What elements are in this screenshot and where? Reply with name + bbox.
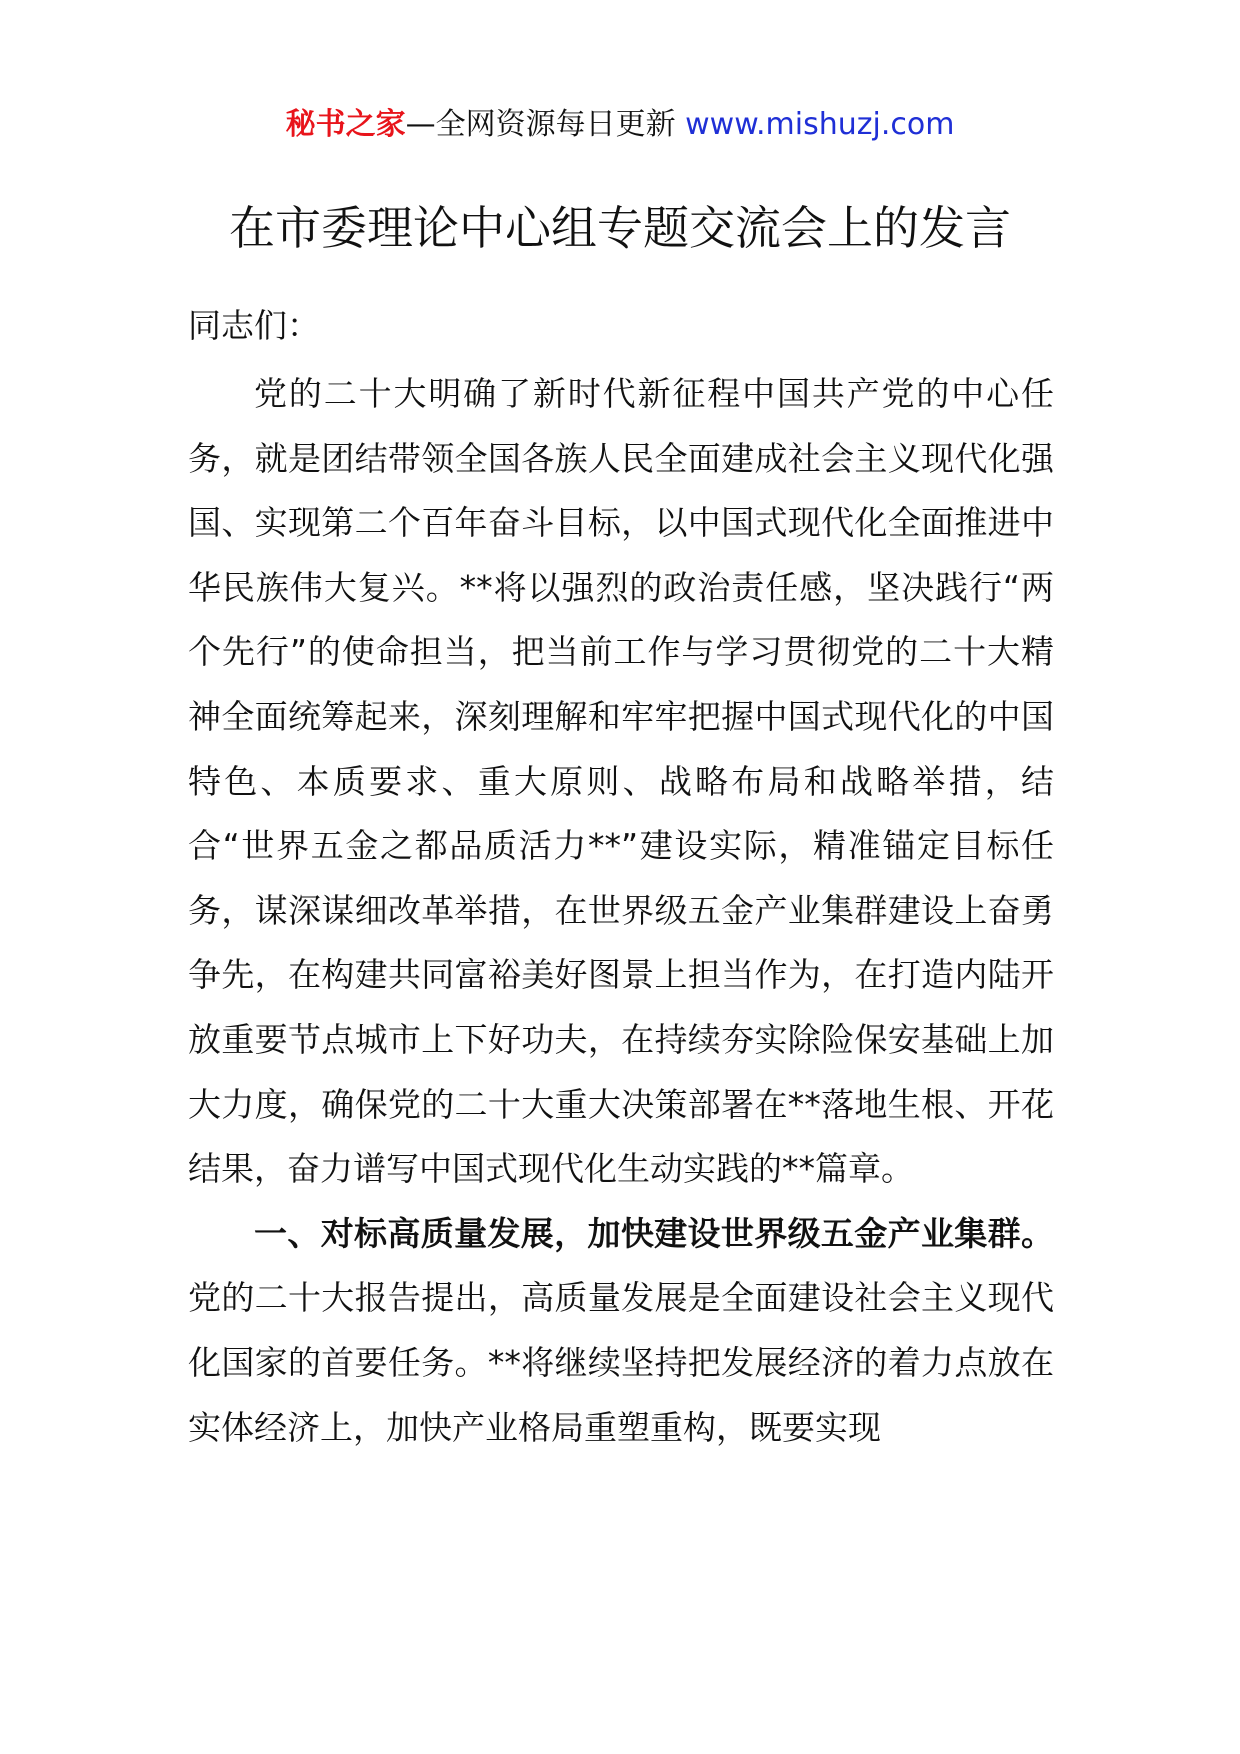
- paragraph-text: 党的二十大报告提出，高质量发展是全面建设社会主义现代化国家的首要任务。**将继续坚持把发展经济的着力点放在实体经济上，加快产业格局重塑重构，既要实现: [188, 1278, 1054, 1447]
- paragraph: [188, 362, 1054, 1202]
- site-url-link[interactable]: www.mishuzj.com: [685, 107, 955, 142]
- paragraph: [188, 1202, 1054, 1460]
- site-header: [0, 100, 1240, 150]
- paragraph-text: 党的二十大明确了新时代新征程中国共产党的中心任务，就是团结带领全国各族人民全面建成社会主义现代化强国、实现第二个百年奋斗目标，以中国式现代化全面推进中华民族伟大复兴。**将以强烈的政治责任感，坚决践行“两个先行”的使命担当，把当前工作与学习贯彻党的二十大精神全面统筹起来，深刻理解和牢牢把握中国式现代化的中国特色、本质要求、重大原则、战略布局和战略举措，结合“世界五金之都品质活力**”建设实际，精准锚定目标任务，谋深谋细改革举措，在世界级五金产业集群建设上奋勇争先，在构建共同富裕美好图景上担当作为，在打造内陆开放重要节点城市上下好功夫，在持续夯实除险保安基础上加大力度，确保党的二十大重大决策部署在**落地生根、开花结果，奋力谱写中国式现代化生动实践的**篇章。: [188, 374, 1054, 1189]
- site-brand: 秘书之家: [285, 107, 406, 142]
- document-title: 在市委理论中心组专题交流会上的发言: [229, 201, 1011, 255]
- section-heading: 一、对标高质量发展，加快建设世界级五金产业集群。: [254, 1213, 1054, 1253]
- document-body: [188, 362, 1054, 1460]
- site-tagline: —全网资源每日更新: [405, 107, 686, 142]
- salutation: 同志们：: [188, 306, 320, 345]
